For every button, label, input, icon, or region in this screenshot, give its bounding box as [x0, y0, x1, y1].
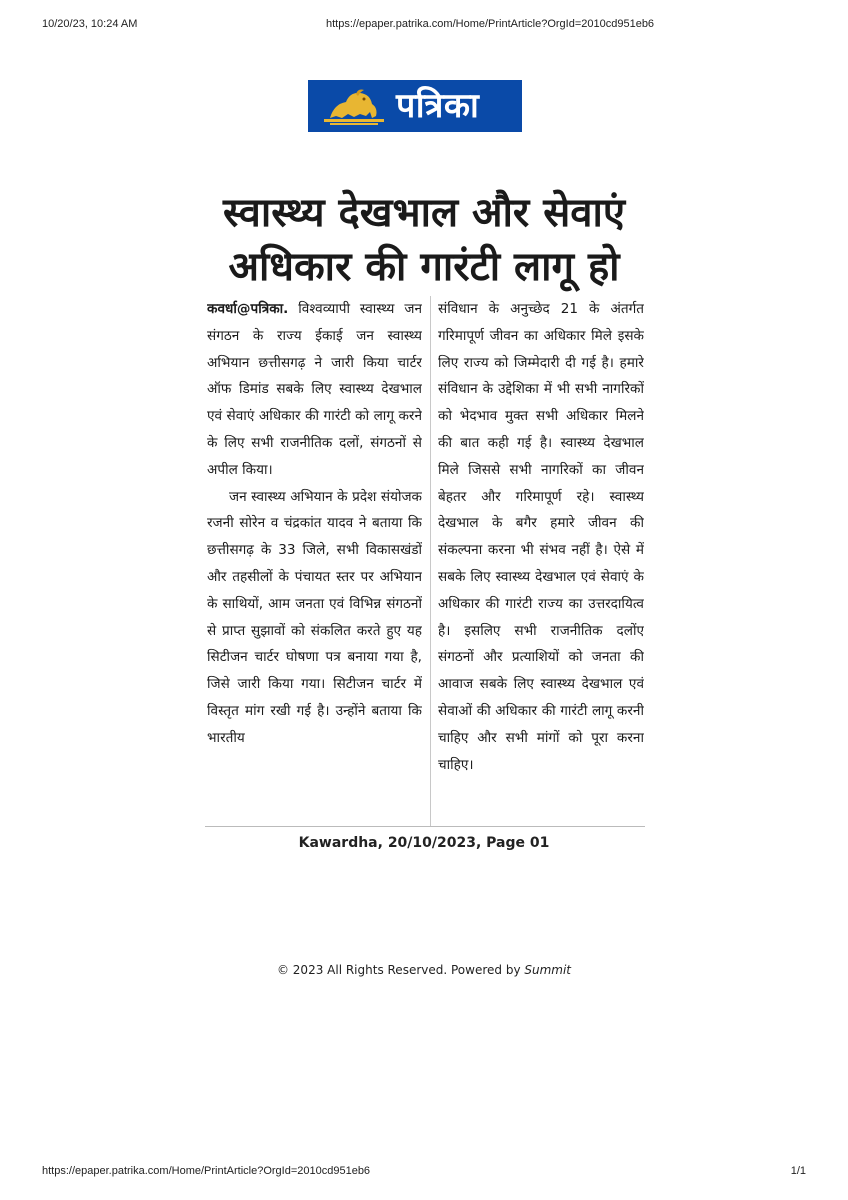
patrika-logo: [308, 80, 522, 132]
print-footer: [0, 1165, 848, 1185]
lion-emblem-icon: [320, 84, 388, 128]
print-header-url: https://epaper.patrika.com/Home/PrintArticle?OrgId=2010cd951eb6: [326, 18, 655, 30]
column-divider: [430, 296, 431, 826]
powered-by-link[interactable]: Summit: [524, 963, 572, 977]
copyright-text: © 2023 All Rights Reserved. Powered by: [276, 963, 521, 977]
article-paragraph: [207, 296, 422, 484]
article-column-2: [438, 296, 644, 832]
logo-text: पत्रिका: [396, 86, 480, 126]
edition-caption: Kawardha, 20/10/2023, Page 01: [298, 835, 550, 851]
byline: कवर्धा@पत्रिका.: [207, 301, 289, 317]
paragraph-1: विश्वव्यापी स्वास्थ्य जन संगठन के राज्य ईकाई जन स्वास्थ्य अभियान छत्तीसगढ़ ने जारी किया चार्टर ऑफ डिमांड सबके लिए स्वास्थ्य देखभाल एवं सेवाएं अधिकार की गारंटी को लागू करने के लिए सभी राजनीतिक दलों, संगठनों से अपील किया।: [207, 301, 422, 478]
paragraph-3: संविधान के अनुच्छेद 21 के अंतर्गत गरिमापूर्ण जीवन का अधिकार मिले इसके लिए राज्य को जिम्मेदारी दी गई है। हमारे संविधान के उद्देशिका में भी सभी नागरिकों को भेदभाव मुक्त सभी अधिकार मिलने की बात कही गई है। स्वास्थ्य देखभाल मिले जिससे सभी नागरिकों का जीवन बेहतर और गरिमापूर्ण रहे। स्वास्थ्य देखभाल के बगैर हमारे जीवन की संकल्पना करना भी संभव नहीं है। ऐसे में सबके लिए स्वास्थ्य देखभाल एवं सेवाएं के अधिकार की गारंटी राज्य का उत्तरदायित्व है। इसलिए सभी राजनीतिक दलोंए संगठनों और प्रत्याशियों को जनता की आवाज सबके लिए स्वास्थ्य देखभाल एवं सेवाओं की अधिकार की गारंटी लागू करनी चाहिए और सभी मांगों को पूरा करना चाहिए।: [438, 301, 644, 773]
paragraph-2: जन स्वास्थ्य अभियान के प्रदेश संयोजक रजनी सोरेन व चंद्रकांत यादव ने बताया कि छत्तीसगढ़ के 33 जिले, सभी विकासखंडों और तहसीलों के पंचायत स्तर पर अभियान के साथियों, आम जनता एवं विभिन्न संगठनों से प्राप्त सुझावों को संकलित करते हुए यह सिटीजन चार्टर घोषणा पत्र बनाया गया है, जिसे जारी किया गया। सिटीजन चार्टर में विस्तृत मांग रखी गई है। उन्होंने बताया कि भारतीय: [207, 488, 422, 746]
copyright-footer: [0, 963, 848, 977]
article-column-1: [207, 296, 422, 832]
print-datetime: 10/20/23, 10:24 AM: [42, 18, 138, 30]
article-bottom-rule: [205, 826, 645, 827]
print-footer-url: https://epaper.patrika.com/Home/PrintArticle?OrgId=2010cd951eb6: [42, 1165, 371, 1177]
print-page-number: 1/1: [790, 1165, 806, 1177]
print-header: [0, 18, 848, 38]
headline-line-2: अधिकार की गारंटी लागू हो: [228, 244, 620, 290]
headline-line-1: स्वास्थ्य देखभाल और सेवाएं: [223, 190, 625, 236]
